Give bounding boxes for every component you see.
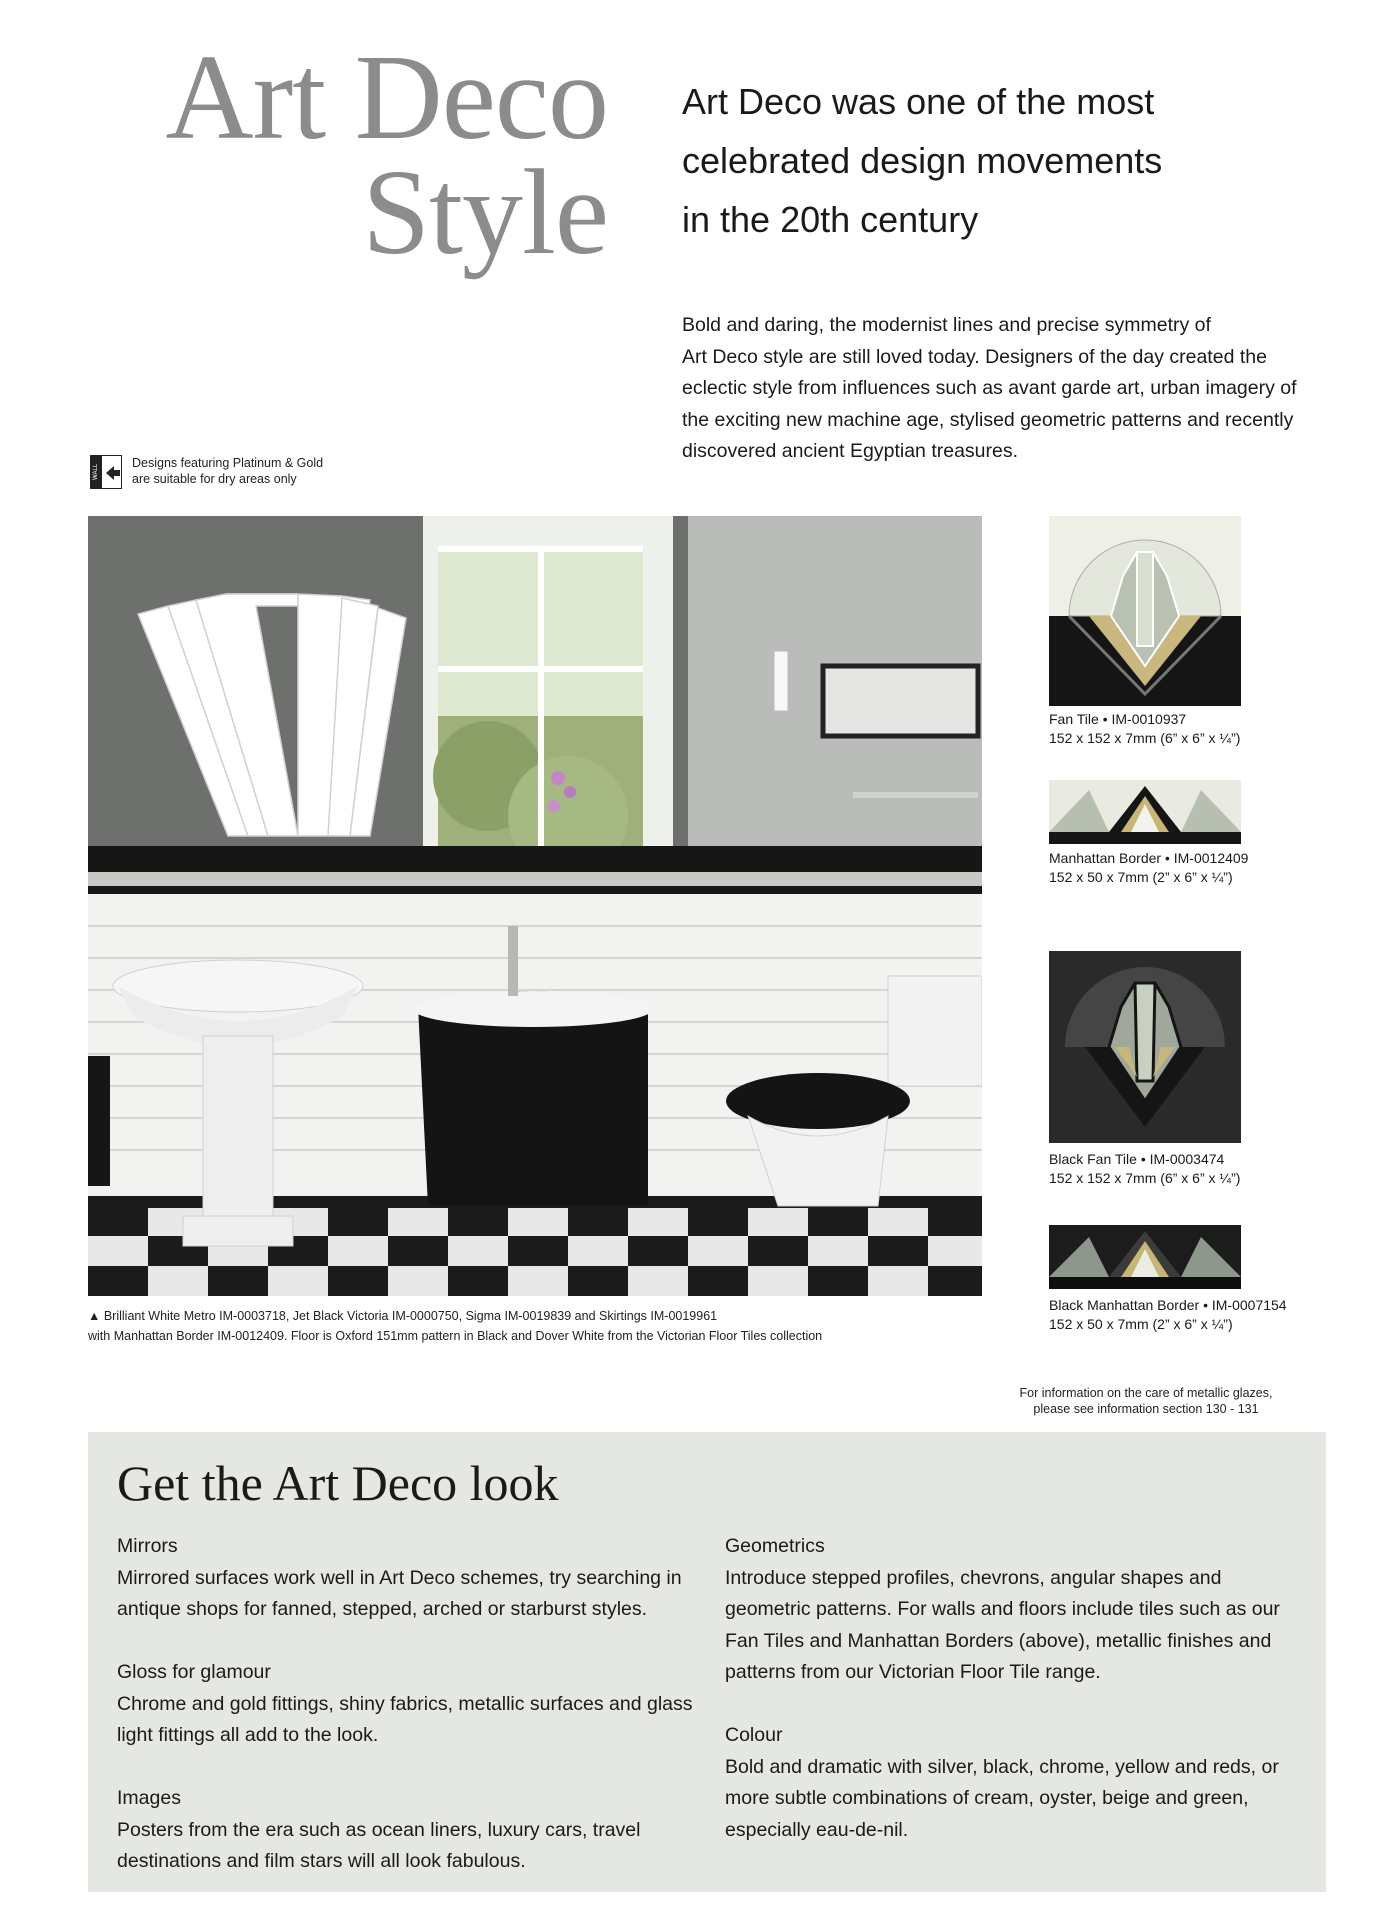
tip-line: geometric patterns. For walls and floors include tiles such as our bbox=[725, 1598, 1280, 1620]
intro-paragraph bbox=[682, 310, 1322, 468]
care-note-line: For information on the care of metallic glazes, bbox=[1019, 1386, 1273, 1400]
caption-line: with Manhattan Border IM-0012409. Floor is Oxford 151mm pattern in Black and Dover White from the Victorian Floor Tiles collection bbox=[88, 1329, 823, 1343]
tip-block-colour bbox=[725, 1720, 1325, 1846]
fan-tile-icon bbox=[1049, 516, 1241, 706]
tip-heading: Gloss for glamour bbox=[117, 1661, 271, 1683]
tips-right-column bbox=[725, 1531, 1325, 1846]
black-fan-tile-image bbox=[1049, 951, 1241, 1143]
page-title bbox=[100, 30, 608, 280]
tile-size: 152 x 50 x 7mm (2” x 6” x ¼”) bbox=[1049, 1316, 1233, 1332]
page-title-line-2: Style bbox=[362, 145, 608, 280]
tile-name: Black Manhattan Border • IM-0007154 bbox=[1049, 1297, 1287, 1313]
care-note-line: please see information section 130 - 131 bbox=[1033, 1402, 1259, 1416]
intro-line: Bold and daring, the modernist lines and precise symmetry of bbox=[682, 314, 1211, 336]
bathroom-photo bbox=[88, 516, 982, 1296]
tile-size: 152 x 50 x 7mm (2” x 6” x ¼”) bbox=[1049, 869, 1233, 885]
tip-block-images bbox=[117, 1783, 717, 1878]
tip-line: destinations and film stars will all look fabulous. bbox=[117, 1850, 526, 1872]
tips-title: Get the Art Deco look bbox=[117, 1455, 559, 1511]
tip-heading: Mirrors bbox=[117, 1535, 178, 1557]
tip-line: more subtle combinations of cream, oyster, beige and green, bbox=[725, 1787, 1249, 1809]
tip-block-geometrics bbox=[725, 1531, 1325, 1689]
fan-tile-caption bbox=[1049, 710, 1349, 748]
tip-line: Posters from the era such as ocean liners, luxury cars, travel bbox=[117, 1818, 641, 1841]
wall-note-line: are suitable for dry areas only bbox=[132, 472, 297, 486]
intro-line: the exciting new machine age, stylised geometric patterns and recently bbox=[682, 408, 1294, 431]
tip-line: antique shops for fanned, stepped, arched or starburst styles. bbox=[117, 1598, 648, 1620]
tile-size: 152 x 152 x 7mm (6” x 6” x ¼”) bbox=[1049, 730, 1241, 746]
tip-line: Chrome and gold fittings, shiny fabrics, metallic surfaces and glass bbox=[117, 1692, 693, 1715]
wall-note-line: Designs featuring Platinum & Gold bbox=[132, 456, 324, 470]
tip-block-mirrors bbox=[117, 1531, 717, 1626]
black-fan-tile-icon bbox=[1049, 951, 1241, 1143]
wall-note-text bbox=[132, 455, 323, 487]
manhattan-border-image bbox=[1049, 780, 1241, 844]
intro-line: Art Deco style are still loved today. Designers of the day created the bbox=[682, 345, 1267, 368]
tips-left-column bbox=[117, 1531, 717, 1878]
tile-name: Manhattan Border • IM-0012409 bbox=[1049, 850, 1249, 866]
fan-tile-image bbox=[1049, 516, 1241, 706]
arrow-left-icon bbox=[103, 457, 123, 487]
tip-heading: Colour bbox=[725, 1724, 783, 1746]
black-fan-tile-caption bbox=[1049, 1150, 1349, 1188]
tip-block-gloss bbox=[117, 1657, 717, 1752]
caption-line: ▲ Brilliant White Metro IM-0003718, Jet Black Victoria IM-0000750, Sigma IM-0019839 and Skirtings IM-0019961 bbox=[88, 1309, 718, 1323]
black-manhattan-border-caption bbox=[1049, 1296, 1349, 1334]
tip-line: Introduce stepped profiles, chevrons, angular shapes and bbox=[725, 1566, 1222, 1589]
tip-line: especially eau-de-nil. bbox=[725, 1818, 909, 1841]
manhattan-border-icon bbox=[1049, 780, 1241, 844]
manhattan-border-caption bbox=[1049, 849, 1349, 887]
photo-caption bbox=[88, 1306, 988, 1346]
black-manhattan-border-icon bbox=[1049, 1225, 1241, 1289]
wall-suitability-note bbox=[90, 455, 410, 495]
wall-badge-icon bbox=[90, 455, 122, 489]
intro-line: discovered ancient Egyptian treasures. bbox=[682, 440, 1019, 462]
page-title-line-1: Art Deco bbox=[165, 30, 608, 165]
tip-line: Fan Tiles and Manhattan Borders (above), metallic finishes and bbox=[725, 1629, 1272, 1652]
tip-heading: Images bbox=[117, 1787, 181, 1809]
intro-headline-line: Art Deco was one of the most bbox=[682, 81, 1155, 122]
tip-line: light fittings all add to the look. bbox=[117, 1724, 379, 1746]
tile-name: Black Fan Tile • IM-0003474 bbox=[1049, 1151, 1225, 1167]
intro-headline bbox=[682, 72, 1302, 249]
tip-line: Bold and dramatic with silver, black, chrome, yellow and reds, or bbox=[725, 1755, 1279, 1778]
tile-name: Fan Tile • IM-0010937 bbox=[1049, 711, 1187, 727]
tip-heading: Geometrics bbox=[725, 1535, 825, 1557]
bathroom-illustration bbox=[88, 516, 982, 1296]
black-manhattan-border-image bbox=[1049, 1225, 1241, 1289]
tip-line: Mirrored surfaces work well in Art Deco schemes, try searching in bbox=[117, 1566, 682, 1589]
wall-badge-label: WALL bbox=[91, 456, 102, 488]
metallic-care-note bbox=[990, 1385, 1302, 1417]
tile-size: 152 x 152 x 7mm (6” x 6” x ¼”) bbox=[1049, 1170, 1241, 1186]
intro-headline-line: celebrated design movements bbox=[682, 140, 1163, 181]
tip-line: patterns from our Victorian Floor Tile range. bbox=[725, 1661, 1101, 1683]
intro-line: eclectic style from influences such as avant garde art, urban imagery of bbox=[682, 377, 1297, 399]
intro-headline-line: in the 20th century bbox=[682, 199, 979, 240]
